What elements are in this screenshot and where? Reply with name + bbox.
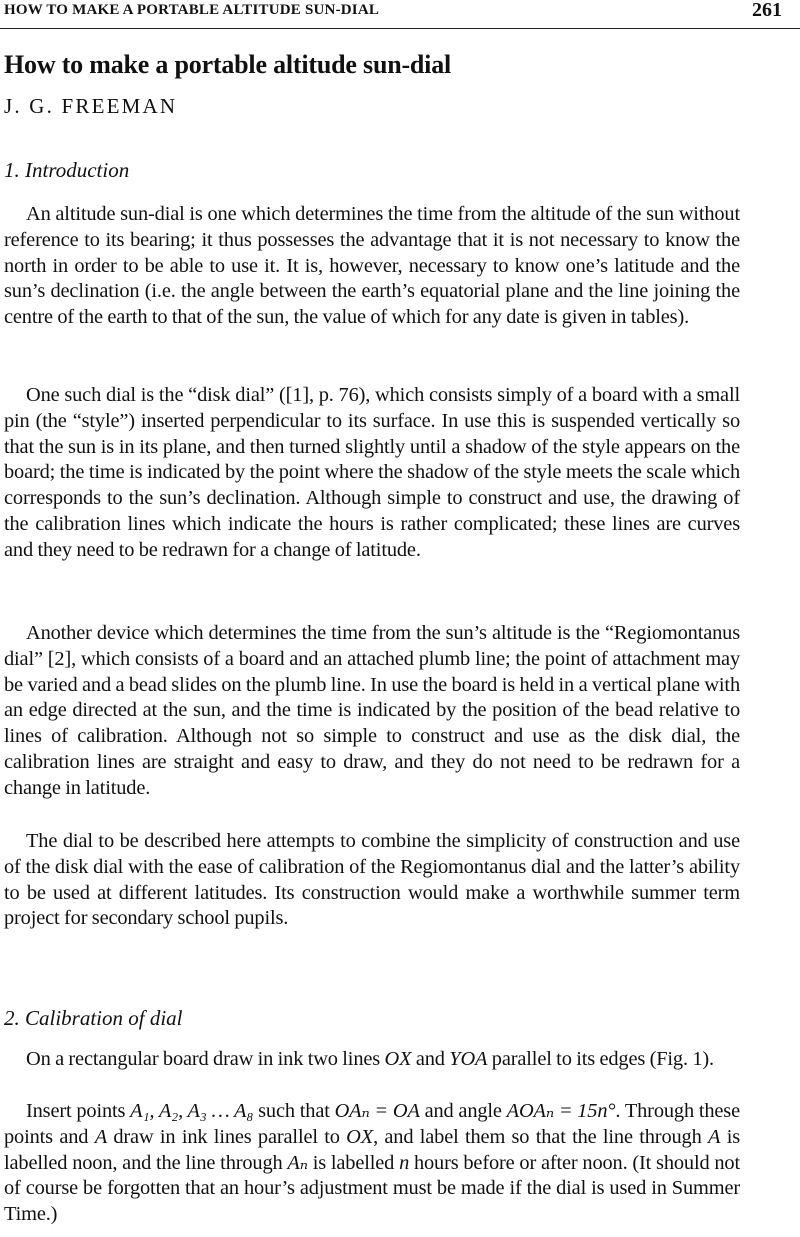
paragraph: One such dial is the “disk dial” ([1], p. 76), which consists simply of a board with a small pin (the “style”) inserted perpendicular to its surface. In use this is suspended vertically so that the sun is in its plane, and then turned slightly until a shadow of the style appears on the board; the time is indicated by the point where the shadow of the style meets the scale which corresponds to the sun’s declination. Although simple to construct and use, the drawing of the calibration lines which indicate the hours is rather complicated; these lines are curves and they need to be redrawn for a change of latitude.	[4, 384, 740, 561]
running-head	[0, 0, 800, 29]
text-run: hours before or after noon. (It should not of course be forgotten that an hour’s adjustment must be made if the dial is used in Summer Time.)	[4, 1151, 740, 1226]
text-run: Insert points	[26, 1100, 131, 1122]
author-name: J. G. FREEMAN	[4, 94, 178, 118]
math-symbol: Aₙ	[287, 1151, 308, 1174]
text-run: draw in ink lines parallel to	[107, 1125, 347, 1148]
paragraph: Another device which determines the time from the sun’s altitude is the “Regiomontanus dial” [2], which consists of a board and an attached plumb line; the point of attachment may be varied and a bead slides on the plumb line. In use the board is held in a vertical plane with an edge directed at the sun, and the time is indicated by the position of the bead relative to lines of calibration. Although not so simple to construct and use as the disk dial, the calibration lines are straight and easy to draw, and they do not need to be redrawn for a change in latitude.	[4, 622, 740, 799]
text-run: . Through these points and	[4, 1100, 740, 1148]
article-title: How to make a portable altitude sun-dial	[4, 50, 452, 79]
math-symbol: A	[708, 1125, 721, 1148]
text-run: , and label them so that the line through	[373, 1125, 709, 1148]
paragraph	[4, 1047, 740, 1073]
paragraph	[4, 1099, 740, 1228]
text-run: and angle	[419, 1100, 507, 1122]
section-heading-calibration	[4, 1006, 183, 1031]
paragraph: The dial to be described here attempts to combine the simplicity of construction and use of the disk dial with the ease of calibration of the Regiomontanus dial and the latter’s ability to be used at different latitudes. Its construction would make a worthwhile summer term project for secondary school pupils.	[4, 830, 740, 930]
section-heading-introduction	[4, 158, 129, 183]
math-symbol: n	[399, 1151, 410, 1174]
running-head-title: HOW TO MAKE A PORTABLE ALTITUDE SUN-DIAL	[4, 2, 380, 18]
text-run: such that	[253, 1100, 335, 1122]
paragraph: An altitude sun-dial is one which determines the time from the altitude of the sun without reference to its bearing; it thus possesses the advantage that it is not necessary to know the north in order to be able to use it. It is, however, necessary to know one’s latitude and the sun’s declination (i.e. the angle between the earth’s equatorial plane and the line joining the centre of the earth to that of the sun, the value of which for any date is given in tables).	[4, 203, 740, 329]
section-number: 2.	[4, 1006, 20, 1030]
math-symbol: YOA	[449, 1048, 488, 1070]
text-run: On a rectangular board draw in ink two lines	[26, 1048, 385, 1070]
page-number: 261	[752, 0, 782, 21]
section-title: Introduction	[25, 158, 130, 182]
text-run: and	[411, 1048, 450, 1070]
math-symbol: A	[94, 1125, 107, 1148]
section-title: Calibration of dial	[25, 1006, 183, 1030]
math-symbol: OX	[346, 1125, 374, 1148]
math-equation: AOAₙ = 15n°	[506, 1100, 616, 1122]
section-number: 1.	[4, 158, 20, 182]
text-run: parallel to its edges (Fig. 1).	[487, 1048, 715, 1070]
math-equation: OAₙ = OA	[334, 1100, 420, 1122]
math-symbol: A₁, A₂, A₃ … A₈	[130, 1100, 254, 1122]
text-run: is labelled	[307, 1151, 400, 1174]
math-symbol: OX	[384, 1048, 412, 1070]
text-run: is labelled noon, and the line through	[4, 1125, 740, 1174]
